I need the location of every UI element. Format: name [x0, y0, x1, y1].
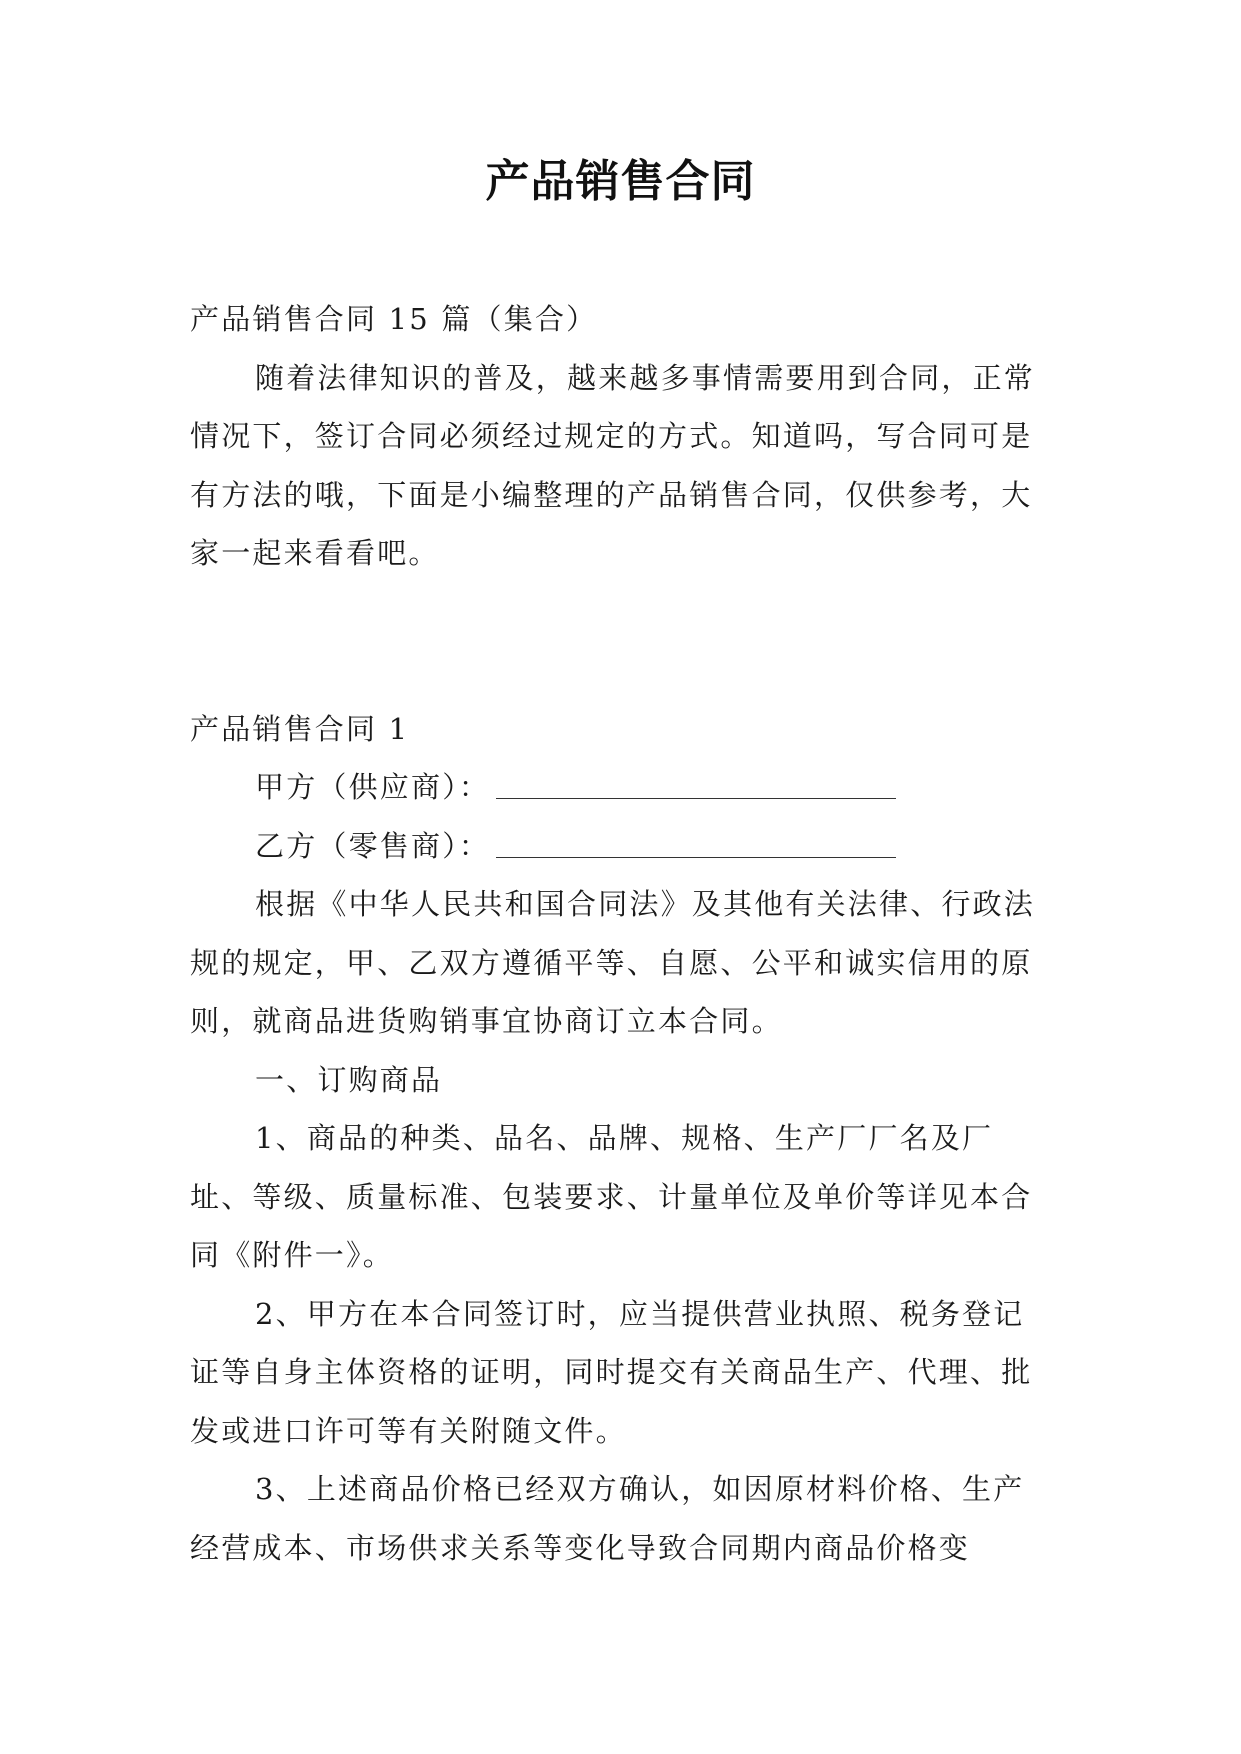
clause-paragraph: 1、商品的种类、品名、品牌、规格、生产厂厂名及厂址、等级、质量标准、包装要求、计量单位及单价等详见本合同《附件一》。 — [190, 1121, 1033, 1272]
party-b-line — [190, 817, 1052, 876]
document-body — [190, 290, 1052, 1577]
section-heading: 产品销售合同 1 — [190, 711, 410, 746]
party-a-label: 甲方（供应商）： — [255, 770, 491, 804]
party-a-line — [190, 758, 1052, 817]
intro-paragraph: 随着法律知识的普及，越来越多事情需要用到合同，正常情况下，签订合同必须经过规定的方式。知道吗，写合同可是有方法的哦，下面是小编整理的产品销售合同，仅供参考，大家一起来看看吧。 — [190, 360, 1036, 570]
document-title: 产品销售合同 — [485, 156, 756, 207]
clause-paragraph: 3、上述商品价格已经双方确认，如因原材料价格、生产经营成本、市场供求关系等变化导致合同期内商品价格变 — [190, 1472, 1025, 1565]
party-b-label: 乙方（零售商）： — [255, 828, 491, 863]
clause-paragraph: 2、甲方在本合同签订时，应当提供营业执照、税务登记证等自身主体资格的证明，同时提交有关商品生产、代理、批发或进口许可等有关附随文件。 — [190, 1296, 1033, 1448]
section-spacer — [190, 583, 1052, 700]
party-a-blank — [496, 768, 896, 799]
clause-heading: 一、订购商品 — [255, 1062, 443, 1097]
party-b-blank — [496, 827, 896, 858]
preamble-paragraph: 根据《中华人民共和国合同法》及其他有关法律、行政法规的规定，甲、乙双方遵循平等、自愿、公平和诚实信用的原则，就商品进货购销事宜协商订立本合同。 — [190, 887, 1036, 1038]
document-subtitle: 产品销售合同 15 篇（集合） — [190, 302, 598, 336]
